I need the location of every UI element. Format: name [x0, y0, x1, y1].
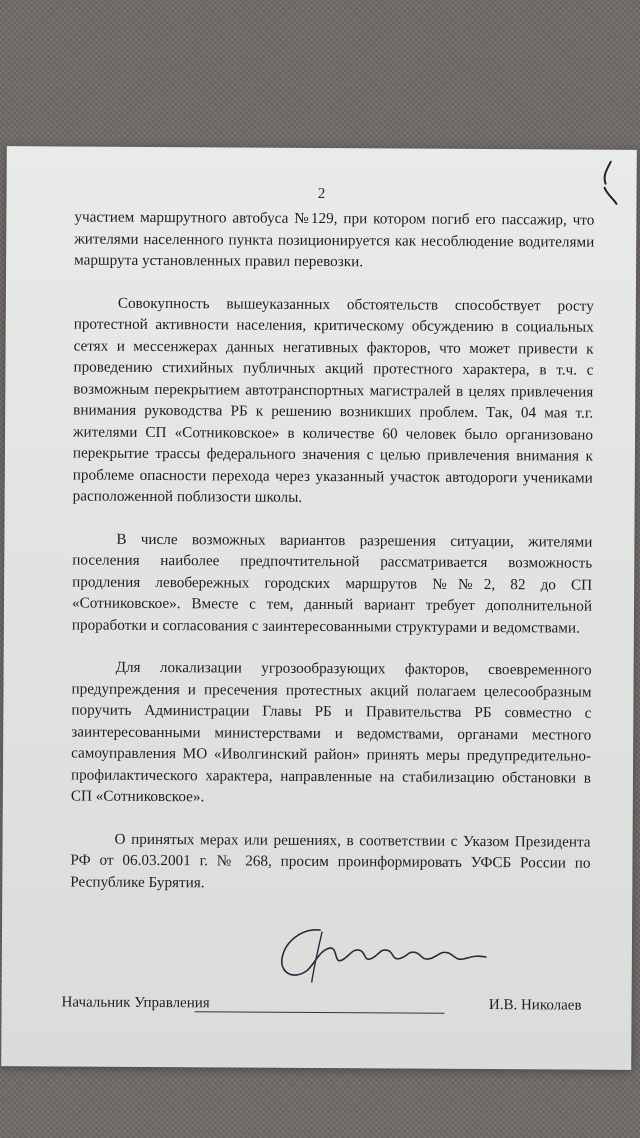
signature-block	[61, 994, 601, 1027]
document-body	[70, 206, 594, 916]
signature-line	[195, 1011, 445, 1014]
paragraph-1: участием маршрутного автобуса №129, при котором погиб его пассажир, что жителями населенного пункта позиционируется как несоблюдение водителями маршрута установленных правил перевозки.	[74, 208, 595, 271]
paragraph-2: Совокупность вышеуказанных обстоятельств способствует росту протестной активности населения, критическому обсуждению в социальных сетях и мессенжерах данных негативных факторов, что может привести к проведению стихийных публичных акций протестного характера, в т.ч. с возможным перекрытием автотранспортных магистралей в целях привлечения внимания руководства РБ к решению возникших проблем. Так, 04 мая т.г. жителями СП «Сотниковское» в количестве 60 человек было организовано перекрытие трассы федерального значения с целью привлечения внимания к проблеме опасности перехода через указанный участок автодороги учениками расположенной поблизости школы.	[72, 294, 594, 506]
page-number: 2	[317, 185, 326, 203]
paragraph-5: О принятых мерах или решениях, в соответствии с Указом Президента РФ от 06.03.2001 г. № 268, просим проинформировать УФСБ России по Республике Бурятия.	[70, 830, 591, 891]
handwritten-signature	[272, 920, 502, 991]
signer-title: Начальник Управления	[61, 994, 210, 1012]
paragraph-3: В числе возможных вариантов разрешения ситуации, жителями поселения наиболее предпочтительной рассматривается возможность продления левобережных городских маршрутов №№2, 82 до СП «Сотниковское». Вместе с тем, данный вариант требует дополнительной проработки и согласования с заинтересованными структурами и ведомствами.	[71, 530, 593, 637]
signer-name: И.В. Николаев	[488, 997, 582, 1014]
document-page	[1, 146, 637, 1070]
paragraph-4: Для локализации угрозообразующих факторов, своевременного предупреждения и пресечения протестных акций полагаем целесообразным поручить Администрации Главы РБ и Правительства РБ совместно с заинтересованными министерствами и ведомствами, органами местного самоуправления МО «Иволгинский район» принять меры предупредительно-профилактического характера, направленные на стабилизацию обстановки в СП «Сотниковское».	[70, 658, 592, 806]
